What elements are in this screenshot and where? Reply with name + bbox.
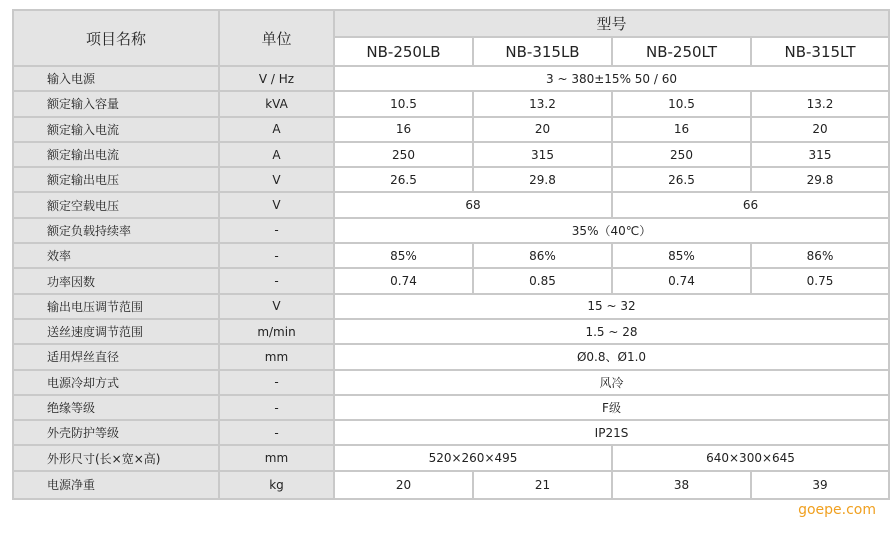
value-cell: 29.8 xyxy=(473,167,612,192)
row-label: 额定输出电压 xyxy=(13,167,219,192)
table-row xyxy=(13,319,889,344)
row-label: 输出电压调节范围 xyxy=(13,294,219,319)
row-unit: mm xyxy=(219,445,334,470)
value-cell: 0.75 xyxy=(751,268,889,293)
row-unit: - xyxy=(219,420,334,445)
table-row xyxy=(13,243,889,268)
row-label: 绝缘等级 xyxy=(13,395,219,420)
row-label: 电源净重 xyxy=(13,471,219,499)
value-cell: IP21S xyxy=(334,420,889,445)
value-cell: 315 xyxy=(751,142,889,167)
value-cell: 20 xyxy=(751,117,889,142)
spec-table-body xyxy=(13,66,889,499)
table-row xyxy=(13,268,889,293)
table-row xyxy=(13,66,889,91)
value-cell: F级 xyxy=(334,395,889,420)
row-label: 适用焊丝直径 xyxy=(13,344,219,369)
row-label: 外壳防护等级 xyxy=(13,420,219,445)
col-header-model-group: 型号 xyxy=(334,10,889,37)
value-cell: 68 xyxy=(334,192,612,217)
value-cell: 29.8 xyxy=(751,167,889,192)
value-cell: 26.5 xyxy=(334,167,473,192)
table-row xyxy=(13,445,889,470)
value-cell: 20 xyxy=(334,471,473,499)
model-header: NB-250LB xyxy=(334,37,473,66)
row-unit: - xyxy=(219,268,334,293)
table-row xyxy=(13,471,889,499)
value-cell: 38 xyxy=(612,471,751,499)
row-label: 送丝速度调节范围 xyxy=(13,319,219,344)
value-cell: Ø0.8、Ø1.0 xyxy=(334,344,889,369)
value-cell: 15 ~ 32 xyxy=(334,294,889,319)
row-unit: - xyxy=(219,395,334,420)
value-cell: 39 xyxy=(751,471,889,499)
row-label: 外形尺寸(长×宽×高) xyxy=(13,445,219,470)
row-unit: A xyxy=(219,142,334,167)
table-row xyxy=(13,192,889,217)
row-unit: m/min xyxy=(219,319,334,344)
value-cell: 3 ~ 380±15% 50 / 60 xyxy=(334,66,889,91)
model-header: NB-250LT xyxy=(612,37,751,66)
table-row xyxy=(13,167,889,192)
row-unit: V xyxy=(219,294,334,319)
table-row xyxy=(13,142,889,167)
row-label: 额定输出电流 xyxy=(13,142,219,167)
row-label: 效率 xyxy=(13,243,219,268)
value-cell: 16 xyxy=(334,117,473,142)
row-unit: mm xyxy=(219,344,334,369)
row-unit: V xyxy=(219,192,334,217)
spec-table xyxy=(12,9,890,500)
row-label: 额定负载持续率 xyxy=(13,218,219,243)
row-unit: - xyxy=(219,218,334,243)
value-cell: 13.2 xyxy=(751,91,889,116)
value-cell: 520×260×495 xyxy=(334,445,612,470)
row-label: 额定输入电流 xyxy=(13,117,219,142)
row-unit: - xyxy=(219,370,334,395)
value-cell: 250 xyxy=(612,142,751,167)
table-row xyxy=(13,91,889,116)
value-cell: 21 xyxy=(473,471,612,499)
value-cell: 1.5 ~ 28 xyxy=(334,319,889,344)
value-cell: 640×300×645 xyxy=(612,445,889,470)
value-cell: 85% xyxy=(612,243,751,268)
table-row xyxy=(13,218,889,243)
value-cell: 26.5 xyxy=(612,167,751,192)
header-row xyxy=(13,10,889,37)
value-cell: 250 xyxy=(334,142,473,167)
row-label: 额定空载电压 xyxy=(13,192,219,217)
row-unit: V / Hz xyxy=(219,66,334,91)
row-unit: kg xyxy=(219,471,334,499)
watermark-text: goepe.com xyxy=(798,502,876,518)
table-row xyxy=(13,370,889,395)
row-unit: V xyxy=(219,167,334,192)
value-cell: 0.74 xyxy=(334,268,473,293)
col-header-name: 项目名称 xyxy=(13,10,219,66)
value-cell: 86% xyxy=(473,243,612,268)
value-cell: 315 xyxy=(473,142,612,167)
value-cell: 10.5 xyxy=(334,91,473,116)
row-unit: - xyxy=(219,243,334,268)
row-label: 功率因数 xyxy=(13,268,219,293)
value-cell: 16 xyxy=(612,117,751,142)
value-cell: 13.2 xyxy=(473,91,612,116)
row-label: 电源冷却方式 xyxy=(13,370,219,395)
table-row xyxy=(13,117,889,142)
table-row xyxy=(13,420,889,445)
model-header: NB-315LT xyxy=(751,37,889,66)
value-cell: 86% xyxy=(751,243,889,268)
table-row xyxy=(13,294,889,319)
row-unit: kVA xyxy=(219,91,334,116)
value-cell: 0.74 xyxy=(612,268,751,293)
value-cell: 35%（40℃） xyxy=(334,218,889,243)
row-unit: A xyxy=(219,117,334,142)
table-row xyxy=(13,395,889,420)
value-cell: 20 xyxy=(473,117,612,142)
model-header: NB-315LB xyxy=(473,37,612,66)
table-row xyxy=(13,344,889,369)
row-label: 输入电源 xyxy=(13,66,219,91)
value-cell: 85% xyxy=(334,243,473,268)
value-cell: 66 xyxy=(612,192,889,217)
value-cell: 10.5 xyxy=(612,91,751,116)
row-label: 额定输入容量 xyxy=(13,91,219,116)
value-cell: 风冷 xyxy=(334,370,889,395)
value-cell: 0.85 xyxy=(473,268,612,293)
col-header-unit: 单位 xyxy=(219,10,334,66)
